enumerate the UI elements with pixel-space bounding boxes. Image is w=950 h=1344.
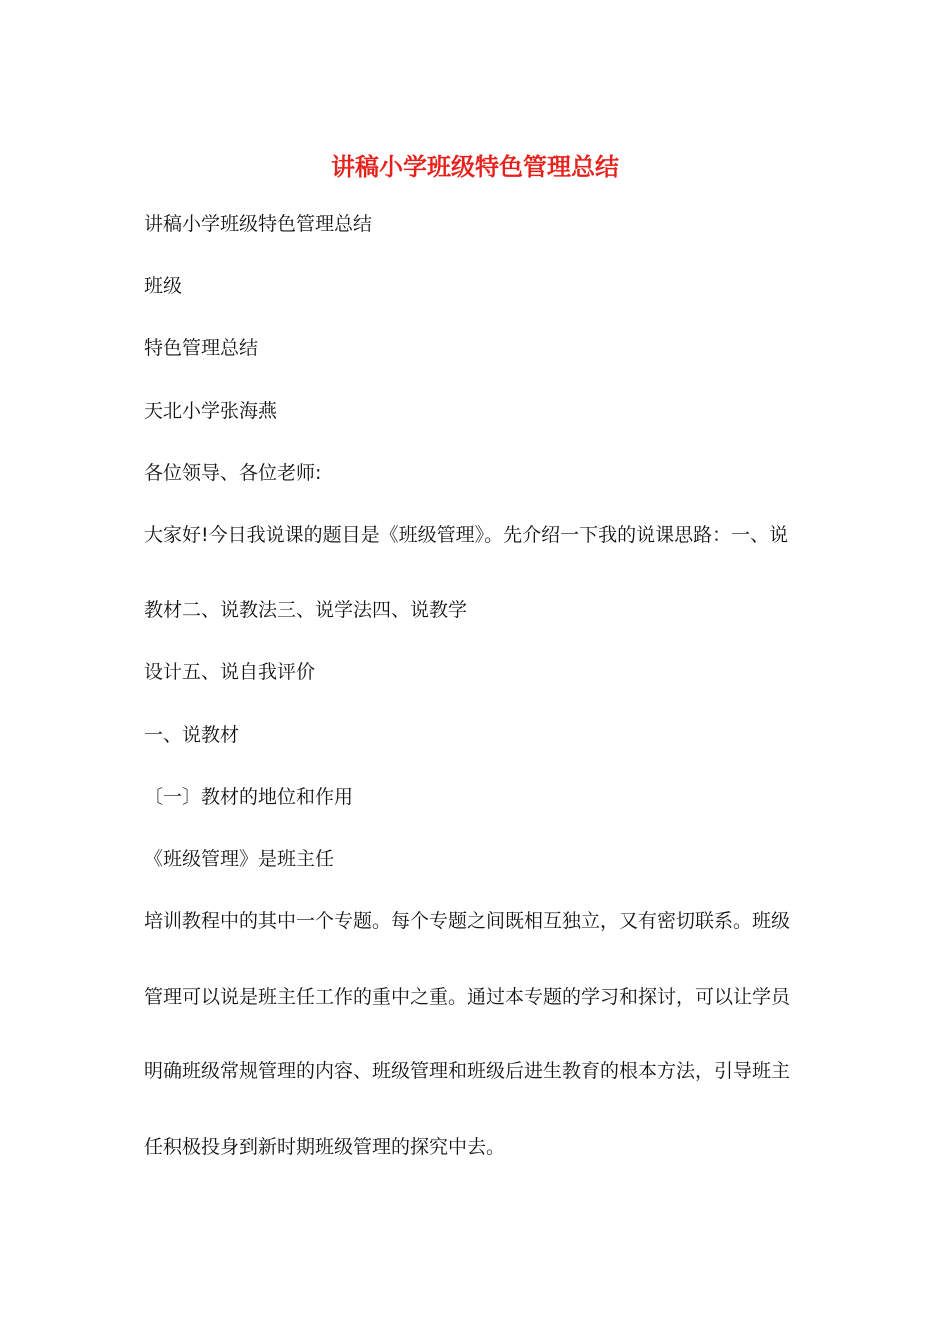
paragraph-line: 天北小学张海燕 xyxy=(144,400,278,422)
paragraph-line: 各位领导、各位老师: xyxy=(144,462,322,484)
paragraph-line: 班级 xyxy=(144,275,183,297)
paragraph-line: 管理可以说是班主任工作的重中之重。通过本专题的学习和探讨，可以让学员 xyxy=(144,986,791,1008)
paragraph-line: 任积极投身到新时期班级管理的探究中去。 xyxy=(144,1136,506,1158)
subsection-heading: 〔一〕教材的地位和作用 xyxy=(144,786,354,808)
document-title: 讲稿小学班级特色管理总结 xyxy=(331,152,619,181)
paragraph-line: 《班级管理》是班主任 xyxy=(144,848,335,870)
paragraph-line: 特色管理总结 xyxy=(144,337,259,359)
paragraph-line: 讲稿小学班级特色管理总结 xyxy=(144,213,373,235)
paragraph-line: 教材二、说教法三、说学法四、说教学 xyxy=(144,599,468,621)
paragraph-line: 设计五、说自我评价 xyxy=(144,661,316,683)
paragraph-line: 明确班级常规管理的内容、班级管理和班级后进生教育的根本方法，引导班主 xyxy=(144,1060,791,1082)
section-heading: 一、说教材 xyxy=(144,724,240,746)
paragraph-line: 培训教程中的其中一个专题。每个专题之间既相互独立，又有密切联系。班级 xyxy=(144,910,791,932)
paragraph-line: 大家好!今日我说课的题目是《班级管理》。先介绍一下我的说课思路：一、说 xyxy=(144,524,789,546)
